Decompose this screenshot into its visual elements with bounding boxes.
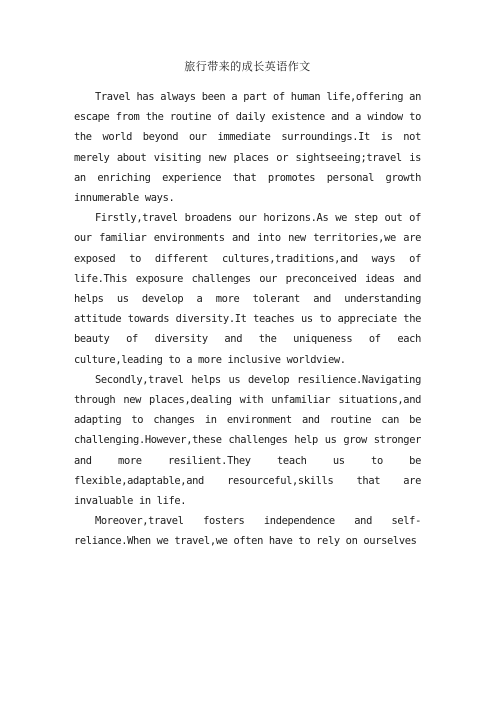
paragraph-2: Firstly,travel broadens our horizons.As we step out of our familiar environments and into new territories,we are exposed to different cultures,traditions,and ways of life.This exposure challenges our preconceived ideas and helps us develop a more tolerant and understanding attitude towards diversity.It teaches us to appreciate the beauty of diversity and the uniqueness of each culture,leading to a more inclusive worldview. [74,212,421,366]
document-page [74,60,421,552]
document-title: 旅行带来的成长英语作文 [184,60,311,73]
paragraph-3: Secondly,travel helps us develop resilience.Navigating through new places,dealing with unfamiliar situations,and adapting to changes in environment and routine can be challenging.However,these challenges help us grow stronger and more resilient.They teach us to be flexible,adaptable,and resourceful,skills that are invaluable in life. [74,373,421,508]
paragraph-4: Moreover,travel fosters independence and self-reliance.When we travel,we often have to rely on ourselves [74,515,421,548]
paragraph-1: Travel has always been a part of human life,offering an escape from the routine of daily existence and a window to the world beyond our immediate surroundings.It is not merely about visiting new places or sightseeing;travel is an enriching experience that promotes personal growth innumerable ways. [74,91,421,205]
